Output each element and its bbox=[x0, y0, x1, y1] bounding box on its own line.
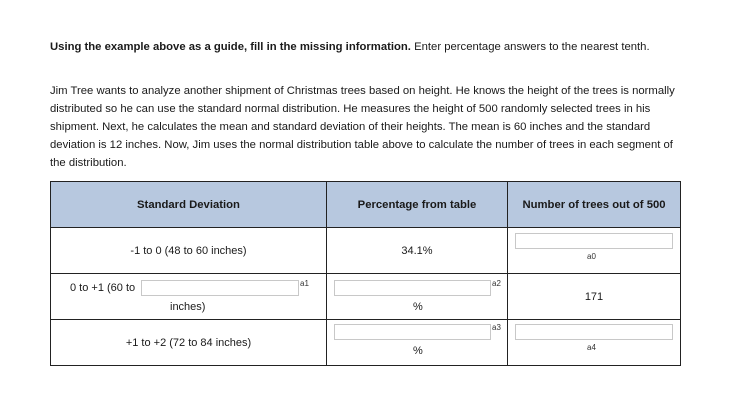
row3-pct-cell bbox=[327, 320, 508, 366]
row2-pct-cell bbox=[327, 274, 508, 320]
instructions-text bbox=[50, 38, 680, 56]
problem-text: Jim Tree wants to analyze another shipment of Christmas trees based on height. He knows the height of the trees is normally distributed so he can use the standard normal distribution. He measures the height of 500 randomly selected trees in his shipment. Next, he calculates the mean and standard deviation of their heights. The mean is 60 inches and the standard deviation is 12 inches. Now, Jim uses the normal distribution table above to calculate the number of trees in each segment of the distribution. bbox=[50, 85, 675, 169]
header-standard-deviation: Standard Deviation bbox=[51, 182, 327, 228]
header-number-of-trees: Number of trees out of 500 bbox=[508, 182, 681, 228]
row2-count: 171 bbox=[508, 274, 681, 320]
row1-sd: -1 to 0 (48 to 60 inches) bbox=[51, 228, 327, 274]
row1-pct: 34.1% bbox=[327, 228, 508, 274]
table-header-row bbox=[51, 182, 681, 228]
table-row bbox=[51, 228, 681, 274]
row2-sd-prefix: 0 to +1 (60 to bbox=[70, 282, 136, 294]
row2-pct-input[interactable] bbox=[334, 280, 491, 296]
row1-count-cell bbox=[508, 228, 681, 274]
row3-count-input[interactable] bbox=[515, 324, 673, 340]
distribution-table bbox=[50, 181, 681, 366]
row1-count-input[interactable] bbox=[515, 233, 673, 249]
row2-pct-unit: % bbox=[413, 301, 423, 313]
row1-count-tag: a0 bbox=[587, 252, 596, 261]
table-row bbox=[51, 320, 681, 366]
row3-pct-tag: a3 bbox=[492, 323, 501, 332]
row3-count-cell bbox=[508, 320, 681, 366]
row2-pct-tag: a2 bbox=[492, 279, 501, 288]
instructions-rest: Enter percentage answers to the nearest tenth. bbox=[410, 41, 650, 53]
instructions-bold: Using the example above as a guide, fill in the missing information. bbox=[50, 41, 411, 53]
row3-sd: +1 to +2 (72 to 84 inches) bbox=[51, 320, 327, 366]
row2-sd-cell bbox=[51, 274, 327, 320]
row2-sd-input[interactable] bbox=[141, 280, 299, 296]
row3-count-tag: a4 bbox=[587, 343, 596, 352]
row2-sd-tag: a1 bbox=[300, 279, 309, 288]
row2-sd-suffix: inches) bbox=[170, 301, 206, 313]
row3-pct-input[interactable] bbox=[334, 324, 491, 340]
row3-pct-unit: % bbox=[413, 345, 423, 357]
header-percentage: Percentage from table bbox=[327, 182, 508, 228]
table-row bbox=[51, 274, 681, 320]
